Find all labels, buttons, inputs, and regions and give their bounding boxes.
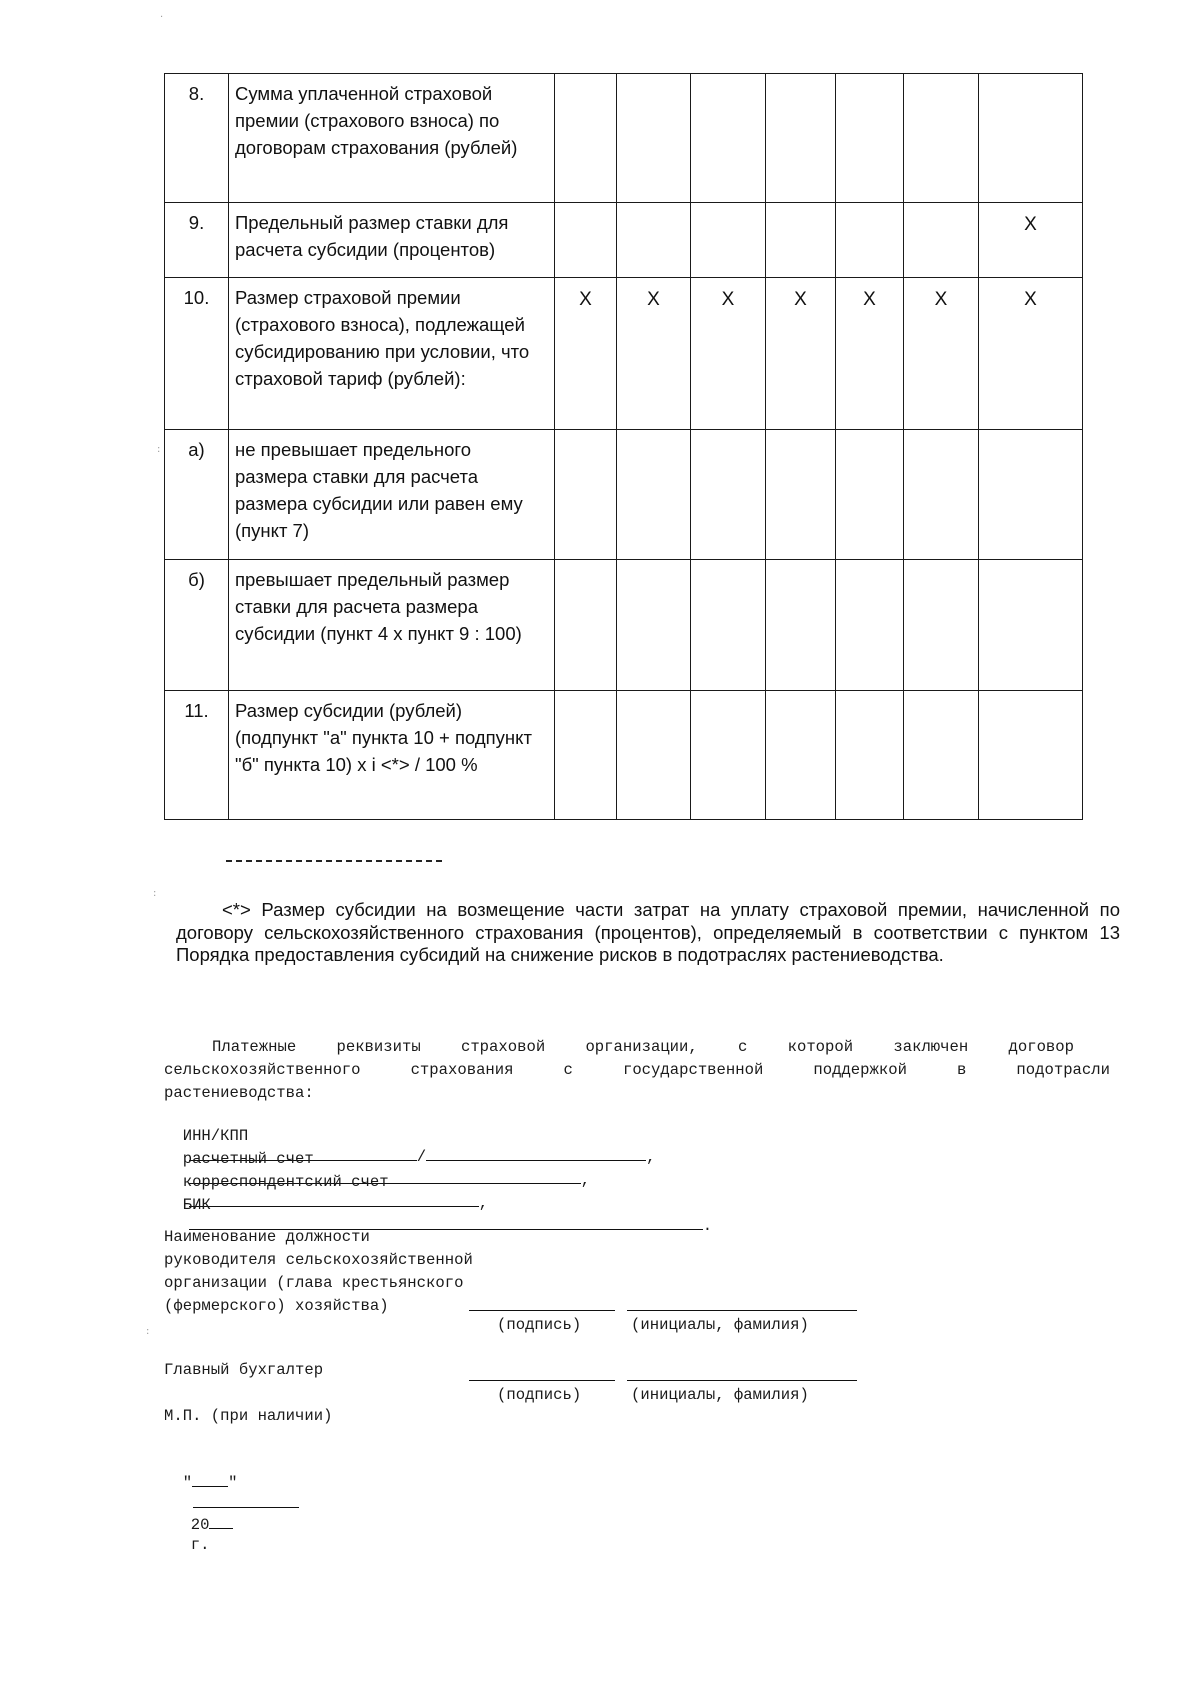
date-year-prefix: 20 <box>190 1516 210 1534</box>
inn-kpp-label: ИНН/КПП <box>182 1127 249 1145</box>
payment-intro-line-3: растениеводства: <box>164 1084 314 1102</box>
value-cell[interactable] <box>904 203 979 278</box>
row-description: Предельный размер ставки для расчета субсидии (процентов) <box>229 203 555 278</box>
head-signature-caption: (подпись) <box>497 1316 582 1334</box>
value-cell[interactable] <box>555 74 617 203</box>
table-row-10a <box>165 430 1083 560</box>
accountant-signature-line[interactable] <box>469 1380 615 1381</box>
row-description: Размер субсидии (рублей) (подпункт "а" пункта 10 + подпункт "б" пункта 10) х i <*> / 100 % <box>229 691 555 820</box>
value-cell[interactable] <box>691 430 766 560</box>
value-cell[interactable] <box>766 74 836 203</box>
na-mark-cell: Х <box>691 278 766 430</box>
na-mark-cell: Х <box>904 278 979 430</box>
head-title-line-4: (фермерского) хозяйства) <box>164 1297 389 1315</box>
value-cell[interactable] <box>836 430 904 560</box>
scan-speck: : <box>157 444 161 455</box>
value-cell[interactable] <box>836 74 904 203</box>
date-row <box>164 1452 299 1555</box>
date-day-field[interactable] <box>192 1472 228 1487</box>
date-year-field[interactable] <box>209 1514 233 1529</box>
table-row-9 <box>165 203 1083 278</box>
date-suffix: г. <box>190 1536 210 1554</box>
inn-kpp-comma: , <box>646 1148 656 1166</box>
table-row-10b <box>165 560 1083 691</box>
chief-accountant-label: Главный бухгалтер <box>164 1361 324 1379</box>
value-cell[interactable] <box>555 430 617 560</box>
account-comma: , <box>580 1171 591 1189</box>
subsidy-calculation-table <box>164 73 1083 820</box>
table-row-11 <box>165 691 1083 820</box>
scan-speck: : <box>153 888 157 899</box>
na-mark-cell: Х <box>836 278 904 430</box>
row-number: б) <box>165 560 229 691</box>
accountant-name-caption: (инициалы, фамилия) <box>631 1386 809 1404</box>
value-cell[interactable] <box>904 430 979 560</box>
na-mark-cell: Х <box>979 203 1083 278</box>
value-cell[interactable] <box>555 203 617 278</box>
row-description: Размер страховой премии (страхового взноса), подлежащей субсидированию при условии, что страховой тариф (рублей): <box>229 278 555 430</box>
value-cell[interactable] <box>766 691 836 820</box>
value-cell[interactable] <box>766 560 836 691</box>
row-number: 8. <box>165 74 229 203</box>
value-cell[interactable] <box>904 74 979 203</box>
value-cell[interactable] <box>691 560 766 691</box>
date-month-field[interactable] <box>193 1493 299 1508</box>
head-signature-line[interactable] <box>469 1310 615 1311</box>
head-name-line[interactable] <box>627 1310 857 1311</box>
inn-kpp-separator: / <box>416 1148 427 1166</box>
value-cell[interactable] <box>979 560 1083 691</box>
value-cell[interactable] <box>904 691 979 820</box>
row-description: Сумма уплаченной страховой премии (страхового взноса) по договорам страхования (рублей) <box>229 74 555 203</box>
value-cell[interactable] <box>766 430 836 560</box>
account-label: расчетный счет <box>182 1150 314 1168</box>
seal-label: М.П. (при наличии) <box>164 1407 333 1425</box>
value-cell[interactable] <box>836 560 904 691</box>
scan-speck: · <box>160 12 164 23</box>
value-cell[interactable] <box>691 203 766 278</box>
scan-speck: : <box>146 1326 150 1337</box>
value-cell[interactable] <box>836 691 904 820</box>
value-cell[interactable] <box>979 430 1083 560</box>
row-description: превышает предельный размер ставки для расчета размера субсидии (пункт 4 х пункт 9 : 100) <box>229 560 555 691</box>
head-name-caption: (инициалы, фамилия) <box>631 1316 809 1334</box>
corr-account-label: корреспондентский счет <box>182 1173 389 1191</box>
na-mark-cell: Х <box>555 278 617 430</box>
payment-intro-line-1: Платежные реквизиты страховой организации, с которой заключен договор <box>212 1038 1074 1056</box>
value-cell[interactable] <box>979 691 1083 820</box>
head-title-line-3: организации (глава крестьянского <box>164 1274 464 1292</box>
bik-label: БИК <box>182 1196 211 1214</box>
na-mark-cell: Х <box>617 278 691 430</box>
value-cell[interactable] <box>617 74 691 203</box>
value-cell[interactable] <box>555 560 617 691</box>
value-cell[interactable] <box>617 203 691 278</box>
payment-intro-line-2: сельскохозяйственного страхования с государственной поддержкой в подотрасли <box>164 1061 1110 1079</box>
date-close-quote: " <box>228 1474 238 1492</box>
accountant-signature-caption: (подпись) <box>497 1386 582 1404</box>
value-cell[interactable] <box>555 691 617 820</box>
row-number: а) <box>165 430 229 560</box>
value-cell[interactable] <box>691 74 766 203</box>
value-cell[interactable] <box>691 691 766 820</box>
na-mark-cell: Х <box>979 278 1083 430</box>
na-mark-cell: Х <box>766 278 836 430</box>
value-cell[interactable] <box>979 74 1083 203</box>
value-cell[interactable] <box>617 691 691 820</box>
value-cell[interactable] <box>836 203 904 278</box>
value-cell[interactable] <box>766 203 836 278</box>
footnote-text: <*> Размер субсидии на возмещение части затрат на уплату страховой премии, начисленной по договору сельскохозяйственного страхования (процентов), определяемый в соответствии с пунктом 13 Порядка предоставления субсидий на снижение рисков в подотраслях растениеводства. <box>176 899 1120 965</box>
value-cell[interactable] <box>904 560 979 691</box>
table-row-8 <box>165 74 1083 203</box>
head-title-line-1: Наименование должности <box>164 1228 370 1246</box>
bik-period: . <box>702 1217 713 1235</box>
row-number: 10. <box>165 278 229 430</box>
value-cell[interactable] <box>617 560 691 691</box>
table-row-10 <box>165 278 1083 430</box>
row-description: не превышает предельного размера ставки для расчета размера субсидии или равен ему (пункт 7) <box>229 430 555 560</box>
date-open-quote: " <box>182 1474 193 1492</box>
value-cell[interactable] <box>617 430 691 560</box>
accountant-name-line[interactable] <box>627 1380 857 1381</box>
row-number: 11. <box>165 691 229 820</box>
corr-account-comma: , <box>478 1194 489 1212</box>
footnote-separator <box>226 860 442 862</box>
head-title-line-2: руководителя сельскохозяйственной <box>164 1251 473 1269</box>
row-number: 9. <box>165 203 229 278</box>
